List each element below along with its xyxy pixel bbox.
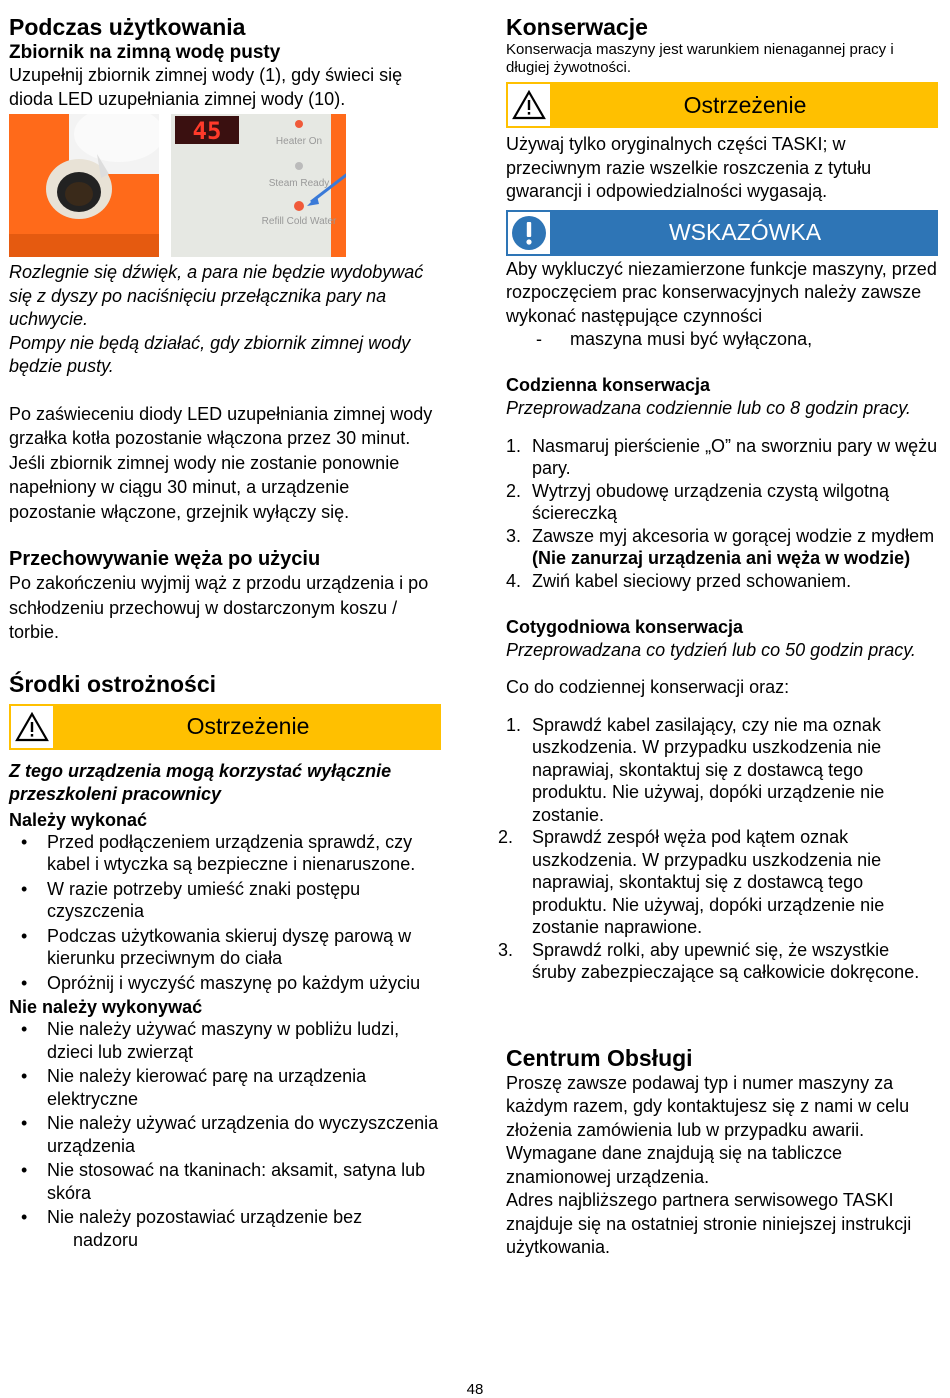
text-service-2: Adres najbliższego partnera serwisowego TASKI znajduje się na ostatniej stronie niniejszej instrukcji użytkowania.	[506, 1190, 912, 1257]
list-item: 2. Sprawdź zespół węża pod kątem oznak uszkodzenia. W przypadku uszkodzenia nie naprawiaj, skontaktuj się z dostawcą tego produktu. Nie używaj, dopóki urządzenie nie zostanie naprawione.	[498, 827, 885, 937]
list-item: • Podczas użytkowania skieruj dyszę parową w kierunku przeciwnym do ciała	[9, 925, 441, 970]
warning-triangle-icon	[9, 704, 55, 750]
dash-text: maszyna musi być wyłączona,	[570, 329, 813, 349]
list-item: 2. Wytrzyj obudowę urządzenia czystą wilgotną ściereczką	[506, 480, 890, 523]
right-column	[498, 0, 938, 1260]
heading-daily: Codzienna konserwacja	[506, 374, 711, 395]
heading-cold-tank: Zbiornik na zimną wodę pusty	[9, 42, 281, 63]
photo-row	[9, 114, 441, 257]
led-label-steam: Steam Ready	[268, 178, 330, 189]
list-item: • Nie należy kierować parę na urządzenia elektryczne	[9, 1065, 441, 1110]
dont-continuation: nadzoru	[73, 1229, 139, 1250]
dash-item	[506, 328, 938, 352]
warning-bar-safety	[9, 704, 441, 750]
heading-usage: Podczas użytkowania	[9, 14, 246, 40]
display-readout: 45	[192, 117, 222, 145]
note-label: WSKAZÓWKA	[668, 219, 822, 245]
text-original-parts: Używaj tylko oryginalnych części TASKI; w przeciwnym razie wszelkie roszczenia z tytułu gwarancji i odpowiedzialności wygasają.	[506, 134, 872, 201]
warning-bar-parts	[506, 82, 938, 128]
daily-list	[506, 435, 938, 593]
text-note: Aby wykluczyć niezamierzone funkcje maszyny, przed rozpoczęciem prac konserwacyjnych należy zawsze wykonać następujące czynności	[506, 258, 937, 326]
heading-hose-storage: Przechowywanie węża po użyciu	[9, 548, 321, 570]
italic-pumps-note: Pompy nie będą działać, gdy zbiornik zimnej wody będzie pusty.	[9, 332, 411, 376]
do-list	[9, 831, 441, 995]
list-item: 4. Zwiń kabel sieciowy przed schowaniem.	[506, 570, 852, 591]
italic-daily: Przeprowadzana codziennie lub co 8 godzin pracy.	[506, 397, 911, 418]
heading-safety: Środki ostrożności	[9, 670, 217, 697]
text-cold-tank: Uzupełnij zbiornik zimnej wody (1), gdy świeci się dioda LED uzupełniania zimnej wody (10).	[9, 65, 403, 109]
list-item: 3. Sprawdź rolki, aby upewnić się, że wszystkie śruby zabezpieczające są całkowicie dokręcone.	[498, 939, 920, 982]
text-hose-storage: Po zakończeniu wyjmij wąż z przodu urządzenia i po schłodzeniu przechowuj w dostarczonym koszu / torbie.	[9, 573, 429, 642]
list-item: • Opróżnij i wyczyść maszynę po każdym użyciu	[9, 972, 441, 995]
warning-label: Ostrzeżenie	[186, 713, 310, 739]
list-item: • Nie stosować na tkaninach: aksamit, satyna lub skóra	[9, 1159, 441, 1204]
page-number: 48	[466, 1381, 484, 1398]
exclamation-circle-icon	[506, 210, 552, 256]
list-item: • Nie należy używać maszyny w pobliżu ludzi, dzieci lub zwierząt	[9, 1018, 441, 1063]
heading-service: Centrum Obsługi	[506, 1044, 693, 1071]
list-item: • Przed podłączeniem urządzenia sprawdź, czy kabel i wtyczka są bezpieczne i nienaruszone.	[9, 831, 441, 876]
heading-do: Należy wykonać	[9, 809, 148, 830]
dont-list	[9, 1018, 441, 1229]
heading-weekly: Cotygodniowa konserwacja	[506, 617, 744, 637]
bold-italic-trained: Z tego urządzenia mogą korzystać wyłącznie przeszkoleni pracownicy	[9, 760, 392, 804]
led-label-refill: Refill Cold Water	[261, 216, 337, 227]
photo-filling-tank	[9, 114, 159, 257]
list-item: • Nie należy używać urządzenia do wyczyszczenia urządzenia	[9, 1112, 441, 1157]
left-column	[9, 0, 441, 1252]
led-label-heater: Heater On	[275, 136, 323, 147]
heading-maintenance: Konserwacje	[506, 14, 648, 40]
italic-weekly: Przeprowadzana co tydzień lub co 50 godzin pracy.	[506, 640, 916, 660]
text-led-heater: Po zaświeceniu diody LED uzupełniania zimnej wody grzałka kotła pozostanie włączona przez 30 minut. Jeśli zbiornik zimnej wody nie zostanie ponownie napełniony w ciągu 30 minut, a urządzenie pozostanie włączone, grzejnik wyłączy się.	[9, 403, 433, 522]
text-service-1: Proszę zawsze podawaj typ i numer maszyny za każdym razem, gdy kontaktujesz się z nami w celu złożenia zamówienia lub w przypadku awarii. Wymagane dane znajdują się na tabliczce znamionowej urządzenia.	[506, 1072, 910, 1187]
note-bar	[506, 210, 938, 256]
warning-label: Ostrzeżenie	[683, 91, 807, 118]
heading-dont: Nie należy wykonywać	[9, 997, 203, 1017]
text-maintenance: Konserwacja maszyny jest warunkiem nienagannej pracy i długiej żywotności.	[506, 41, 894, 76]
dash-mark: -	[536, 329, 542, 349]
warning-triangle-icon	[506, 82, 552, 128]
italic-sound-note: Rozlegnie się dźwięk, a para nie będzie wydobywać się z dyszy po naciśnięciu przełącznika pary na uchwycie.	[9, 262, 424, 329]
text-weekly: Co do codziennej konserwacji oraz:	[506, 677, 790, 697]
list-item: 1. Nasmaruj pierścienie „O” na sworzniu pary w wężu pary.	[506, 435, 938, 478]
list-item: 1. Sprawdź kabel zasilający, czy nie ma oznak uszkodzenia. W przypadku uszkodzenia nie naprawiaj, skontaktuj się z dostawcą tego produktu. Nie używaj, dopóki urządzenie nie zostanie.	[506, 714, 885, 825]
list-item: • Nie należy pozostawiać urządzenie bez	[9, 1206, 441, 1229]
photo-control-panel	[171, 114, 346, 257]
weekly-list	[498, 714, 938, 984]
list-item: 3. Zawsze myj akcesoria w gorącej wodzie z mydłem (Nie zanurzaj urządzenia ani węża w wodzie)	[506, 525, 935, 568]
list-item: • W razie potrzeby umieść znaki postępu czyszczenia	[9, 878, 441, 923]
